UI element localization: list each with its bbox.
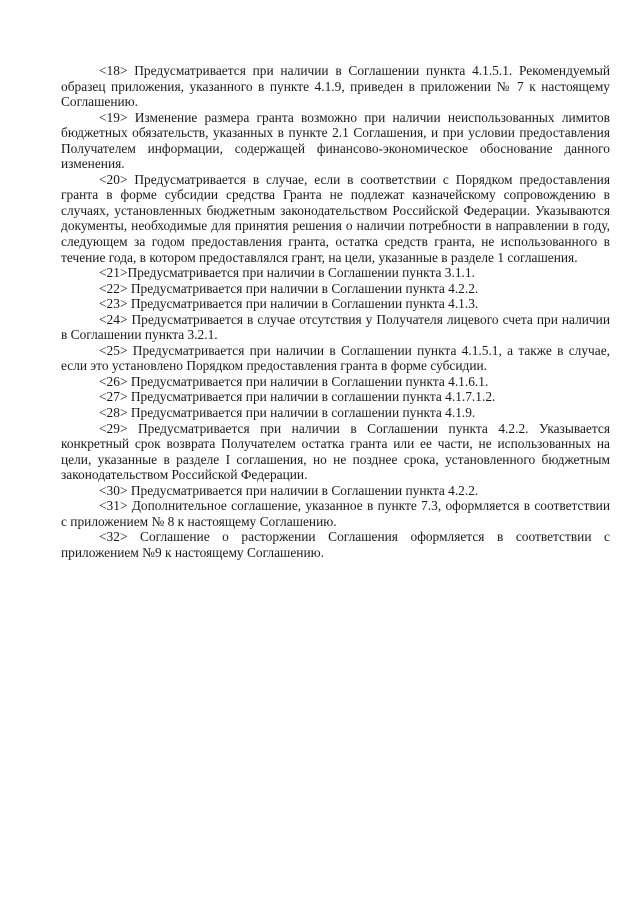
- footnote-19: <19> Изменение размера гранта возможно при наличии неиспользованных лимитов бюджетных обязательств, указанных в пункте 2.1 Соглашения, и при условии предоставления Получателем информации, содержащей финансово-экономическое обоснование данного изменения.: [61, 109, 610, 172]
- footnote-27: <27> Предусматривается при наличии в соглашении пункта 4.1.7.1.2.: [99, 389, 496, 405]
- footnote-28: <28> Предусматривается при наличии в соглашении пункта 4.1.9.: [99, 405, 476, 421]
- footnote-18: <18> Предусматривается при наличии в Соглашении пункта 4.1.5.1. Рекомендуемый образец приложения, указанного в пункте 4.1.9, приведен в приложении № 7 к настоящему Соглашению.: [61, 63, 610, 110]
- footnote-25: <25> Предусматривается при наличии в Соглашении пункта 4.1.5.1, а также в случае, если это установлено Порядком предоставления гранта в форме субсидии.: [61, 342, 610, 374]
- footnote-29: <29> Предусматривается при наличии в Соглашении пункта 4.2.2. Указывается конкретный срок возврата Получателем остатка гранта или ее части, не использованных на цели, указанные в разделе I соглашения, но не позднее срока, установленного бюджетным законодательством Российской Федерации.: [61, 420, 610, 483]
- footnote-23: <23> Предусматривается при наличии в Соглашении пункта 4.1.3.: [99, 296, 479, 312]
- footnote-20: <20> Предусматривается в случае, если в соответствии с Порядком предоставления гранта в форме субсидии средства Гранта не подлежат казначейскому сопровождению в случаях, установленных бюджетным законодательством Российской Федерации. Указываются документы, необходимые для принятия решения о наличии потребности в направлении в году, следующем за годом предоставления гранта, остатка средств гранта, не использованного в течение года, в котором предоставлялся грант, на цели, указанные в разделе 1 соглашения.: [61, 171, 610, 265]
- footnote-24: <24> Предусматривается в случае отсутствия у Получателя лицевого счета при наличии в Соглашении пункта 3.2.1.: [61, 311, 610, 343]
- footnote-22: <22> Предусматривается при наличии в Соглашении пункта 4.2.2.: [99, 280, 479, 296]
- footnote-21: <21>Предусматривается при наличии в Соглашении пункта 3.1.1.: [99, 265, 475, 281]
- footnote-32: <32> Соглашение о расторжении Соглашения оформляется в соответствии с приложением №9 к настоящему Соглашению.: [61, 529, 610, 560]
- footnote-30: <30> Предусматривается при наличии в Соглашении пункта 4.2.2.: [99, 482, 479, 498]
- footnote-31: <31> Дополнительное соглашение, указанное в пункте 7.3, оформляется в соответствии с приложением № 8 к настоящему Соглашению.: [61, 498, 610, 529]
- footnote-26: <26> Предусматривается при наличии в Соглашении пункта 4.1.6.1.: [99, 373, 489, 389]
- document-page: [61, 63, 610, 561]
